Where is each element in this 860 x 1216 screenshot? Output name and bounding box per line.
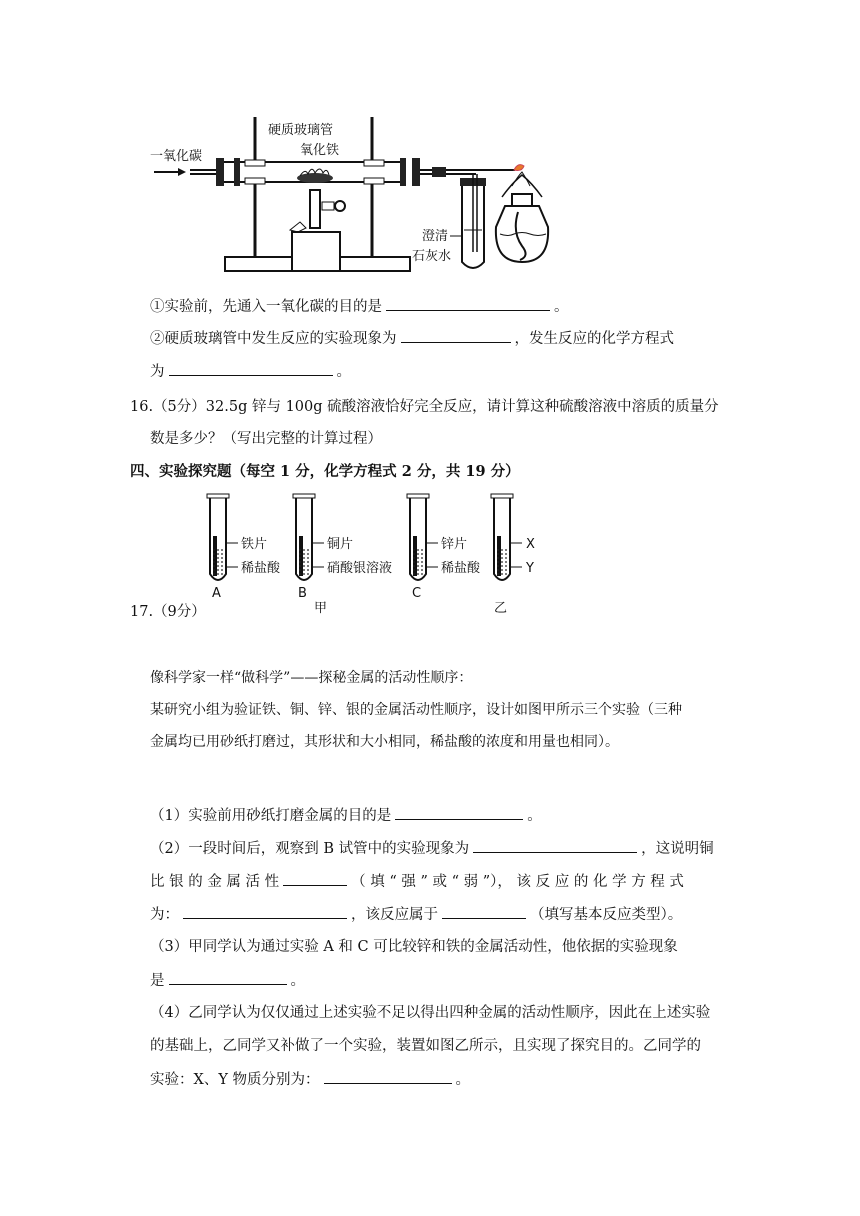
tube-c-upper-label: 锌片 bbox=[441, 537, 468, 552]
answer-blank[interactable] bbox=[395, 805, 523, 820]
q16-line2: 数是多少？（写出完整的计算过程） bbox=[150, 431, 382, 447]
co-reduction-apparatus-figure bbox=[150, 112, 550, 277]
answer-blank[interactable] bbox=[183, 904, 347, 919]
tube-a-letter: A bbox=[212, 586, 221, 601]
test-tube-a bbox=[207, 494, 281, 601]
q17-desc-line1: 某研究小组为验证铁、铜、锌、银的金属活动性顺序，设计如图甲所示三个实验（三种 bbox=[150, 702, 682, 718]
tube-c-letter: C bbox=[412, 586, 422, 601]
q17-part4c: 实验：X、Y 物质分别为： 。 bbox=[150, 1069, 470, 1090]
figure-label-tube: 硬质玻璃管 bbox=[268, 123, 334, 138]
q17-part2b: 比 银 的 金 属 活 性 （ 填 “ 强 ” 或 “ 弱 ”）， 该 反 应 的 化 学 方 程 式 bbox=[150, 871, 684, 892]
q17-part1: （1）实验前用砂纸打磨金属的目的是 。 bbox=[150, 805, 542, 826]
answer-blank[interactable] bbox=[442, 904, 526, 919]
answer-blank[interactable] bbox=[324, 1069, 452, 1084]
tube-c-lower-label: 稀盐酸 bbox=[441, 561, 481, 576]
q15-part2: ②硬质玻璃管中发生反应的实验现象为 ，发生反应的化学方程式 bbox=[150, 328, 674, 349]
answer-blank[interactable] bbox=[169, 361, 333, 376]
q15-part1: ①实验前，先通入一氧化碳的目的是 。 bbox=[150, 296, 569, 317]
tube-a-upper-label: 铁片 bbox=[241, 537, 268, 552]
answer-blank[interactable] bbox=[169, 970, 287, 985]
q17-intro: 像科学家一样“做科学”——探秘金属的活动性顺序： bbox=[150, 670, 473, 686]
figure-label-limewater-2: 石灰水 bbox=[412, 249, 452, 264]
q17-part4b: 的基础上，乙同学又补做了一个实验，装置如图乙所示，且实现了探究目的。乙同学的 bbox=[150, 1038, 701, 1054]
q17-part2a: （2）一段时间后，观察到 B 试管中的实验现象为 ，这说明铜 bbox=[150, 838, 714, 859]
answer-blank[interactable] bbox=[283, 871, 347, 886]
tube-b-upper-label: 铜片 bbox=[327, 537, 354, 552]
answer-blank[interactable] bbox=[386, 296, 550, 311]
q17-part3a: （3）甲同学认为通过实验 A 和 C 可比较锌和铁的金属活动性，他依据的实验现象 bbox=[150, 939, 678, 955]
figure-label-limewater-1: 澄清 bbox=[422, 229, 449, 244]
q16-line1: 16.（5分）32.5g 锌与 100g 硫酸溶液恰好完全反应，请计算这种硫酸溶液中溶质的质量分 bbox=[130, 399, 719, 415]
test-tube-c bbox=[407, 494, 481, 601]
section-4-title: 四、实验探究题（每空 1 分，化学方程式 2 分，共 19 分） bbox=[130, 463, 520, 480]
q17-desc-line2: 金属均已用砂纸打磨过，其形状和大小相同，稀盐酸的浓度和用量也相同）。 bbox=[150, 734, 619, 750]
test-tube-b bbox=[293, 494, 392, 601]
group-label-jia: 甲 bbox=[314, 601, 328, 616]
figure-label-co: 一氧化碳 bbox=[150, 149, 203, 164]
tube-x-label: X bbox=[526, 537, 535, 552]
test-tubes-figure bbox=[196, 492, 566, 618]
q15-part2b: 为 。 bbox=[150, 361, 351, 382]
q17-part4a: （4）乙同学认为仅仅通过上述实验不足以得出四种金属的活动性顺序，因此在上述实验 bbox=[150, 1005, 711, 1021]
q17-part2c: 为： ，该反应属于 （填写基本反应类型）。 bbox=[150, 904, 682, 925]
answer-blank[interactable] bbox=[401, 328, 511, 343]
group-label-yi: 乙 bbox=[494, 601, 508, 616]
q17-number: 17.（9分） bbox=[130, 604, 206, 620]
tube-b-lower-label: 硝酸银溶液 bbox=[327, 561, 393, 576]
answer-blank[interactable] bbox=[473, 838, 637, 853]
q17-part3b: 是 。 bbox=[150, 970, 305, 991]
test-tube-xy bbox=[491, 494, 535, 580]
tube-y-label: Y bbox=[526, 561, 534, 576]
tube-b-letter: B bbox=[298, 586, 307, 601]
figure-label-iron-oxide: 氧化铁 bbox=[300, 143, 340, 158]
tube-a-lower-label: 稀盐酸 bbox=[241, 561, 281, 576]
